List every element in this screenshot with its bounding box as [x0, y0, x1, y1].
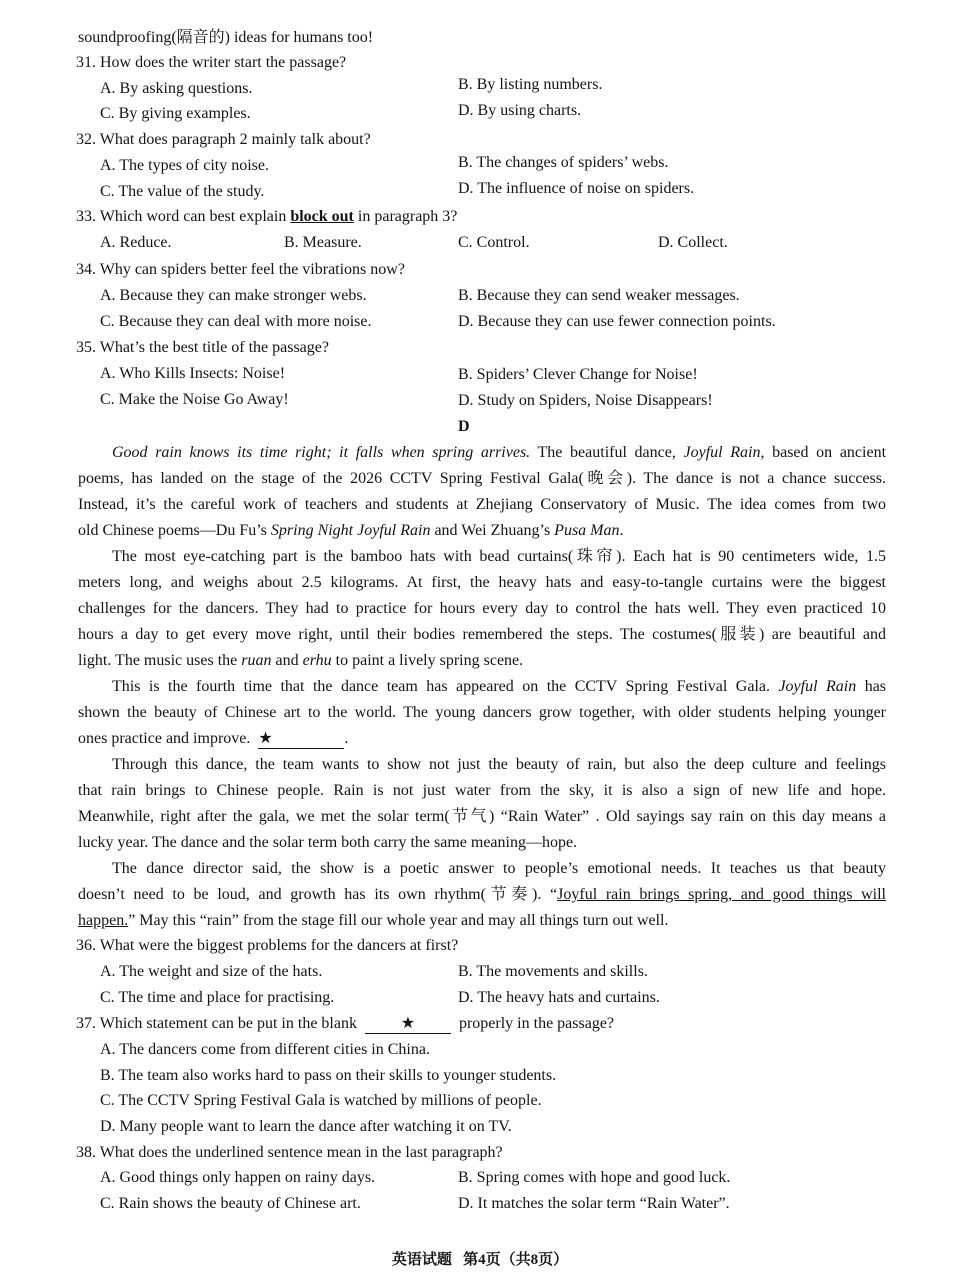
question-34-stem: 34. Why can spiders better feel the vibrations now? — [76, 261, 405, 278]
q37-option-d[interactable]: D. Many people want to learn the dance after watching it on TV. — [100, 1118, 512, 1135]
p1-text-a: The beautiful dance, — [530, 444, 684, 461]
question-35-stem: 35. What’s the best title of the passage? — [76, 339, 329, 356]
q31-option-b[interactable]: B. By listing numbers. — [458, 76, 603, 93]
p5-underlined-sentence-part-1: Joyful rain brings spring, and good things will — [557, 886, 887, 903]
q37-blank: ★ — [365, 1015, 451, 1034]
p4-line-3: Meanwhile, right after the gala, we met the solar term(节气) “Rain Water” . Old sayings say rain on this day means a — [78, 808, 886, 825]
q37-option-c[interactable]: C. The CCTV Spring Festival Gala is watched by millions of people. — [100, 1092, 542, 1109]
p2-line-4: hours a day to get every move right, until their bodies remembered the steps. The costumes(服装) are beautiful and — [78, 626, 886, 643]
q37-stem-post: properly in the passage? — [458, 1015, 615, 1032]
q36-option-c[interactable]: C. The time and place for practising. — [100, 989, 335, 1006]
question-32-stem: 32. What does paragraph 2 mainly talk about? — [76, 131, 371, 148]
p1-l4-c: . — [619, 522, 624, 539]
p1-line-3: Instead, it’s the careful work of teachers and students at Zhejiang Conservatory of Music. The idea comes from two — [78, 496, 886, 513]
q32-option-c[interactable]: C. The value of the study. — [100, 183, 265, 200]
p1-poem-2: Pusa Man — [554, 522, 620, 539]
q31-option-c[interactable]: C. By giving examples. — [100, 105, 251, 122]
q36-option-a[interactable]: A. The weight and size of the hats. — [100, 963, 323, 980]
q33-option-c[interactable]: C. Control. — [458, 234, 530, 251]
p4-line-1: Through this dance, the team wants to show not just the beauty of rain, but also the deep culture and feelings — [112, 756, 886, 773]
p1-line-1 — [78, 440, 886, 466]
q37-option-a[interactable]: A. The dancers come from different cities in China. — [100, 1041, 430, 1058]
q38-option-c[interactable]: C. Rain shows the beauty of Chinese art. — [100, 1195, 361, 1212]
section-label-d: D — [458, 418, 470, 435]
question-36-stem: 36. What were the biggest problems for the dancers at first? — [76, 937, 459, 954]
p4-line-2: that rain brings to Chinese people. Rain is not just water from the sky, it is also a sign of new life and hope. — [78, 782, 886, 799]
p5-line-3 — [78, 908, 886, 934]
intro-tail: soundproofing(隔音的) ideas for humans too! — [78, 29, 374, 46]
p2-line-2: meters long, and weighs about 2.5 kilograms. At first, the heavy hats and easy-to-tangle curtains were the biggest — [78, 574, 886, 591]
p1-line-2: poems, has landed on the stage of the 2026 CCTV Spring Festival Gala(晚会). The dance is not a chance success. — [78, 470, 886, 487]
q34-option-d[interactable]: D. Because they can use fewer connection points. — [458, 313, 776, 330]
q33-stem-post: in paragraph 3? — [353, 208, 458, 225]
q34-option-b[interactable]: B. Because they can send weaker messages. — [458, 287, 740, 304]
q36-option-d[interactable]: D. The heavy hats and curtains. — [458, 989, 660, 1006]
p2-l5-a: light. The music uses the — [78, 652, 242, 669]
q33-keyword: block out — [290, 208, 354, 225]
p5-l2-a: doesn’t need to be loud, and growth has its own rhythm(节奏). “ — [78, 886, 558, 903]
page-footer: 英语试题 第4页（共8页） — [391, 1252, 569, 1268]
q33-option-b[interactable]: B. Measure. — [284, 234, 362, 251]
p3-line-2: shown the beauty of Chinese art to the world. The young dancers grow together, with older students helping younger — [78, 704, 886, 721]
q32-option-b[interactable]: B. The changes of spiders’ webs. — [458, 154, 669, 171]
p5-l3-b: ” May this “rain” from the stage fill our whole year and may all things turn out well. — [128, 912, 669, 929]
p1-l4-b: and Wei Zhuang’s — [430, 522, 555, 539]
q36-option-b[interactable]: B. The movements and skills. — [458, 963, 648, 980]
p2-line-3: challenges for the dancers. They had to practice for hours every day to control the hats well. They even practiced 10 — [78, 600, 886, 617]
q34-option-c[interactable]: C. Because they can deal with more noise. — [100, 313, 372, 330]
q38-option-a[interactable]: A. Good things only happen on rainy days. — [100, 1169, 376, 1186]
q32-option-d[interactable]: D. The influence of noise on spiders. — [458, 180, 695, 197]
q38-option-b[interactable]: B. Spring comes with hope and good luck. — [458, 1169, 731, 1186]
question-37-stem — [76, 1011, 614, 1037]
p5-line-1: The dance director said, the show is a poetic answer to people’s emotional needs. It teaches us that beauty — [112, 860, 886, 877]
p3-l3-text: ones practice and improve. — [78, 730, 251, 747]
q33-option-a[interactable]: A. Reduce. — [100, 234, 172, 251]
question-38-stem: 38. What does the underlined sentence mean in the last paragraph? — [76, 1144, 503, 1161]
p3-dance-title: Joyful Rain — [778, 678, 857, 695]
q35-option-b[interactable]: B. Spiders’ Clever Change for Noise! — [458, 366, 698, 383]
q35-option-a[interactable]: A. Who Kills Insects: Noise! — [100, 365, 286, 382]
p5-line-2 — [78, 882, 886, 908]
p1-poem-1: Spring Night Joyful Rain — [270, 522, 431, 539]
p2-line-5 — [78, 648, 886, 674]
p2-l5-b: and — [271, 652, 303, 669]
p2-line-1: The most eye-catching part is the bamboo hats with bead curtains(珠帘). Each hat is 90 centimeters wide, 1.5 — [112, 548, 886, 565]
passage-blank[interactable]: ★ — [258, 730, 344, 749]
p3-l1-a: This is the fourth time that the dance team has appeared on the CCTV Spring Festival Gala. — [112, 678, 779, 695]
p1-text-b: , based on ancient — [760, 444, 887, 461]
p2-l5-c: to paint a lively spring scene. — [331, 652, 524, 669]
p4-line-4: lucky year. The dance and the solar term both carry the same meaning—hope. — [78, 834, 578, 851]
q34-option-a[interactable]: A. Because they can make stronger webs. — [100, 287, 367, 304]
question-33-stem — [76, 204, 457, 230]
q37-option-b[interactable]: B. The team also works hard to pass on their skills to younger students. — [100, 1067, 557, 1084]
p1-l4-a: old Chinese poems—Du Fu’s — [78, 522, 271, 539]
p3-line-1 — [78, 674, 886, 700]
p2-instrument-erhu: erhu — [302, 652, 332, 669]
p3-line-3: ones practice and improve. ★ . — [78, 730, 349, 747]
p1-dance-title: Joyful Rain — [683, 444, 761, 461]
q31-option-a[interactable]: A. By asking questions. — [100, 80, 253, 97]
q33-option-d[interactable]: D. Collect. — [658, 234, 728, 251]
p1-quote: Good rain knows its time right; it falls when spring arrives. — [112, 444, 531, 461]
question-31-stem: 31. How does the writer start the passage? — [76, 54, 347, 71]
q37-stem-pre: 37. Which statement can be put in the blank — [76, 1015, 357, 1032]
q35-option-d[interactable]: D. Study on Spiders, Noise Disappears! — [458, 392, 713, 409]
q31-option-d[interactable]: D. By using charts. — [458, 102, 582, 119]
p2-instrument-ruan: ruan — [241, 652, 272, 669]
p1-line-4 — [78, 518, 886, 544]
q33-stem-pre: 33. Which word can best explain — [76, 208, 291, 225]
p5-underlined-sentence-part-2: happen. — [78, 912, 129, 929]
q32-option-a[interactable]: A. The types of city noise. — [100, 157, 270, 174]
q38-option-d[interactable]: D. It matches the solar term “Rain Water”. — [458, 1195, 730, 1212]
p3-l1-b: has — [856, 678, 887, 695]
q35-option-c[interactable]: C. Make the Noise Go Away! — [100, 391, 289, 408]
